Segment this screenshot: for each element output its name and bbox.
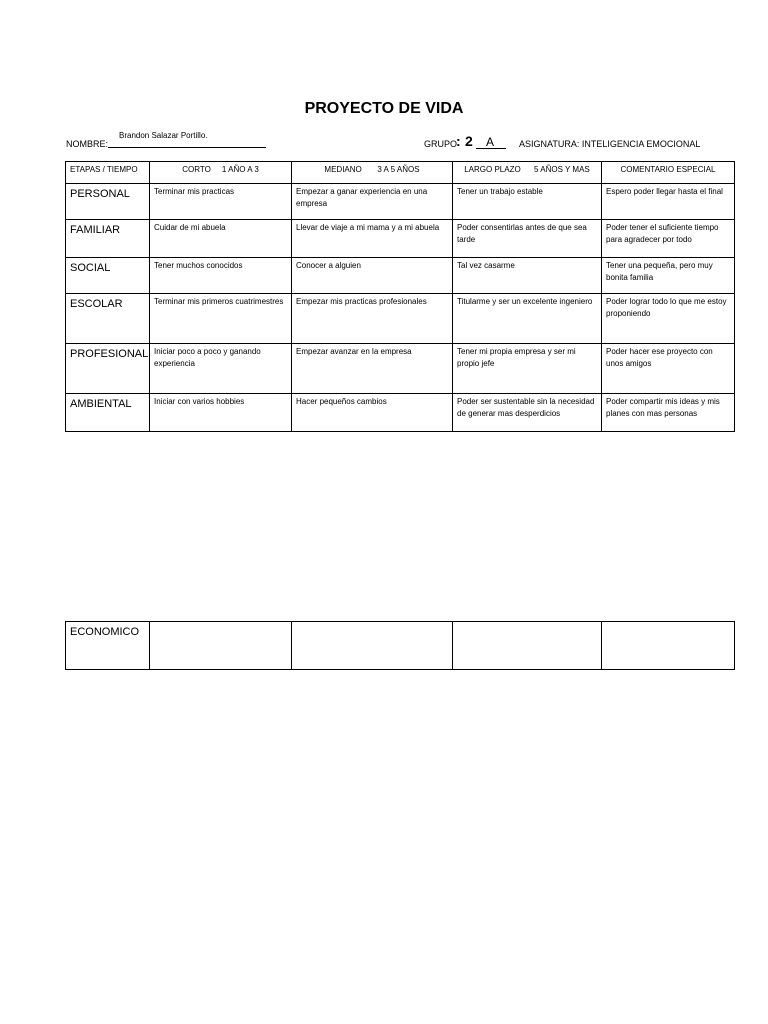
header-mediano: MEDIANO 3 A 5 AÑOS (292, 162, 453, 184)
stage-label: AMBIENTAL (66, 394, 150, 432)
economico-table (65, 621, 735, 670)
cell-comentario: Poder compartir mis ideas y mis planes con mas personas (602, 394, 735, 432)
stage-label: ECONOMICO (66, 622, 150, 670)
cell-corto: Terminar mis primeros cuatrimestres (150, 294, 292, 344)
grupo-letter: A (486, 135, 495, 149)
cell-largo: Tal vez casarme (453, 258, 602, 294)
page-title: PROYECTO DE VIDA (304, 100, 464, 117)
cell-comentario (602, 622, 735, 670)
stage-label: PERSONAL (66, 184, 150, 220)
cell-corto (150, 622, 292, 670)
asignatura-label: ASIGNATURA: INTELIGENCIA EMOCIONAL (519, 139, 701, 149)
header-corto: CORTO 1 AÑO A 3 (150, 162, 292, 184)
cell-largo: Tener mi propia empresa y ser mi propio jefe (453, 344, 602, 394)
cell-comentario: Poder tener el suficiente tiempo para agradecer por todo (602, 220, 735, 258)
cell-comentario: Tener una pequeña, pero muy bonita familia (602, 258, 735, 294)
nombre-underline (108, 147, 266, 148)
cell-mediano: Llevar de viaje a mi mama y a mi abuela (292, 220, 453, 258)
stage-label: FAMILIAR (66, 220, 150, 258)
cell-corto: Iniciar poco a poco y ganando experiencia (150, 344, 292, 394)
table-row (66, 258, 735, 294)
cell-mediano (292, 622, 453, 670)
table-row (66, 394, 735, 432)
table-row (66, 184, 735, 220)
grupo-colon: : (456, 133, 461, 149)
cell-corto: Terminar mis practicas (150, 184, 292, 220)
cell-corto: Iniciar con varios hobbies (150, 394, 292, 432)
cell-corto: Cuidar de mi abuela (150, 220, 292, 258)
table-row (66, 622, 735, 670)
cell-comentario: Espero poder llegar hasta el final (602, 184, 735, 220)
table-row (66, 344, 735, 394)
header-etapas: ETAPAS / TIEMPO (66, 162, 150, 184)
cell-comentario: Poder hacer ese proyecto con unos amigos (602, 344, 735, 394)
cell-mediano: Empezar avanzar en la empresa (292, 344, 453, 394)
header-comentario: COMENTARIO ESPECIAL (602, 162, 735, 184)
grupo-number: 2 (465, 133, 473, 149)
table-row (66, 220, 735, 258)
cell-largo (453, 622, 602, 670)
cell-corto: Tener muchos conocidos (150, 258, 292, 294)
life-plan-table (65, 161, 735, 432)
table-header-row (66, 162, 735, 184)
cell-mediano: Hacer pequeños cambios (292, 394, 453, 432)
nombre-value: Brandon Salazar Portillo. (119, 131, 208, 140)
cell-comentario: Poder lograr todo lo que me estoy proponiendo (602, 294, 735, 344)
header-largo: LARGO PLAZO 5 AÑOS Y MAS (453, 162, 602, 184)
table-row (66, 294, 735, 344)
cell-largo: Tener un trabajo estable (453, 184, 602, 220)
cell-largo: Poder ser sustentable sin la necesidad de generar mas desperdicios (453, 394, 602, 432)
cell-largo: Poder consentirlas antes de que sea tarde (453, 220, 602, 258)
cell-mediano: Empezar mis practicas profesionales (292, 294, 453, 344)
cell-mediano: Conocer a alguien (292, 258, 453, 294)
stage-label: ESCOLAR (66, 294, 150, 344)
stage-label: PROFESIONAL (66, 344, 150, 394)
cell-mediano: Empezar a ganar experiencia en una empresa (292, 184, 453, 220)
grupo-label: GRUPO (424, 139, 458, 149)
stage-label: SOCIAL (66, 258, 150, 294)
cell-largo: Titularme y ser un excelente ingeniero (453, 294, 602, 344)
nombre-label: NOMBRE: (66, 139, 109, 149)
